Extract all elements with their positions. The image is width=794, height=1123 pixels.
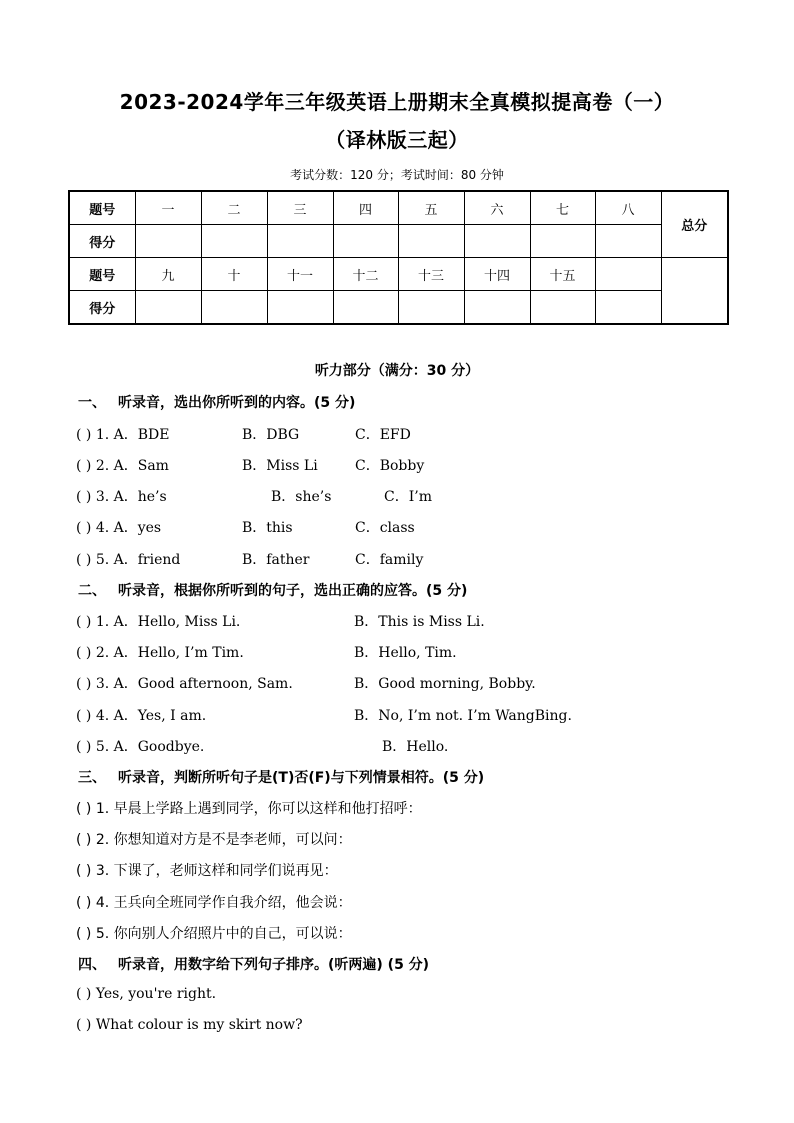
score-cell[interactable] [530, 225, 595, 258]
option-a: ( ) 5. A．friend [76, 552, 181, 568]
option-a: ( ) 3. A．Good afternoon, Sam. [76, 676, 293, 692]
option-b: B．Good morning, Bobby. [354, 676, 536, 692]
question-number: 三 [267, 191, 333, 225]
section-instruction: 听录音，选出你所听到的内容。(5 分) [118, 395, 356, 411]
question-number: 十五 [530, 258, 595, 291]
section-instruction: 听录音，用数字给下列句子排序。(听两遍) (5 分) [118, 957, 430, 973]
section-instruction: 听录音，根据你所听到的句子，选出正确的应答。(5 分) [118, 583, 468, 599]
question-line [76, 455, 425, 475]
question-line: ( ) 5. 你向别人介绍照片中的自己，可以说： [76, 926, 352, 942]
section-instruction: 听录音，判断所听句子是(T)否(F)与下列情景相符。(5 分) [118, 770, 485, 786]
section-4-heading [78, 954, 429, 974]
question-line: ( ) Yes, you're right. [76, 986, 217, 1002]
label-tihao: 题号 [69, 191, 135, 225]
score-cell[interactable] [135, 291, 201, 325]
question-line: ( ) 2. 你想知道对方是不是李老师，可以问： [76, 832, 352, 848]
section-number: 一、 [78, 395, 106, 411]
score-table [68, 190, 729, 325]
option-a: ( ) 5. A．Goodbye. [76, 739, 205, 755]
question-number: 四 [333, 191, 398, 225]
label-defen: 得分 [69, 225, 135, 258]
score-cell[interactable] [530, 291, 595, 325]
option-a: ( ) 4. A．Yes, I am. [76, 708, 207, 724]
option-a: ( ) 4. A．yes [76, 520, 162, 536]
question-line: ( ) 3. 下课了，老师这样和同学们说再见： [76, 863, 338, 879]
question-number: 十一 [267, 258, 333, 291]
score-cell[interactable] [595, 291, 661, 325]
question-line [76, 424, 411, 444]
option-a: ( ) 2. A．Sam [76, 458, 169, 474]
score-cell[interactable] [201, 225, 267, 258]
question-number: 八 [595, 191, 661, 225]
question-line [76, 517, 415, 537]
question-number: 五 [398, 191, 464, 225]
question-number: 二 [201, 191, 267, 225]
option-b: B．DBG [242, 427, 300, 443]
question-line: ( ) What colour is my skirt now? [76, 1017, 303, 1033]
option-b: B．Hello, Tim. [354, 645, 457, 661]
question-number: 一 [135, 191, 201, 225]
question-number: 七 [530, 191, 595, 225]
score-cell[interactable] [333, 225, 398, 258]
score-cell[interactable] [464, 291, 530, 325]
question-number: 十四 [464, 258, 530, 291]
question-number: 十三 [398, 258, 464, 291]
label-defen: 得分 [69, 291, 135, 325]
label-total: 总分 [661, 191, 728, 258]
option-b: B．Miss Li [242, 458, 318, 474]
question-number: 六 [464, 191, 530, 225]
option-c: C．EFD [355, 427, 411, 443]
score-cell[interactable] [267, 291, 333, 325]
label-tihao: 题号 [69, 258, 135, 291]
question-line: ( ) 1. 早晨上学路上遇到同学，你可以这样和他打招呼： [76, 801, 422, 817]
option-b: B．No, I’m not. I’m WangBing. [354, 708, 572, 724]
question-line [76, 486, 432, 506]
score-cell[interactable] [267, 225, 333, 258]
question-line [76, 549, 424, 569]
option-c: C．Bobby [355, 458, 425, 474]
option-a: ( ) 1. A．BDE [76, 427, 170, 443]
option-b: B．she’s [271, 489, 332, 505]
question-line [76, 673, 536, 693]
option-b: B．This is Miss Li. [354, 614, 485, 630]
exam-subtitle: （译林版三起） [325, 128, 469, 152]
question-number: 十二 [333, 258, 398, 291]
option-a: ( ) 3. A．he’s [76, 489, 167, 505]
score-cell[interactable] [398, 291, 464, 325]
section-number: 四、 [78, 957, 106, 973]
option-a: ( ) 1. A．Hello, Miss Li. [76, 614, 241, 630]
section-number: 二、 [78, 583, 106, 599]
question-line [76, 642, 457, 662]
question-line [76, 736, 449, 756]
question-number [595, 258, 661, 291]
section-1-heading [78, 392, 355, 412]
question-number: 九 [135, 258, 201, 291]
score-cell[interactable] [464, 225, 530, 258]
option-b: B．Hello. [382, 739, 449, 755]
option-c: C．I’m [384, 489, 432, 505]
option-b: B．father [242, 552, 310, 568]
question-line [76, 705, 572, 725]
section-number: 三、 [78, 770, 106, 786]
section-2-heading [78, 580, 467, 600]
option-b: B．this [242, 520, 293, 536]
listening-section-title: 听力部分（满分：30 分） [314, 363, 480, 379]
total-score-cell[interactable] [661, 258, 728, 325]
question-line [76, 611, 485, 631]
option-a: ( ) 2. A．Hello, I’m Tim. [76, 645, 244, 661]
score-cell[interactable] [333, 291, 398, 325]
score-cell[interactable] [135, 225, 201, 258]
section-3-heading [78, 767, 484, 787]
question-line: ( ) 4. 王兵向全班同学作自我介绍，他会说： [76, 895, 352, 911]
option-c: C．class [355, 520, 415, 536]
exam-info: 考试分数：120 分；考试时间：80 分钟 [290, 168, 504, 182]
question-number: 十 [201, 258, 267, 291]
exam-title: 2023-2024学年三年级英语上册期末全真模拟提高卷（一） [119, 90, 675, 114]
score-cell[interactable] [398, 225, 464, 258]
option-c: C．family [355, 552, 424, 568]
score-cell[interactable] [201, 291, 267, 325]
score-cell[interactable] [595, 225, 661, 258]
